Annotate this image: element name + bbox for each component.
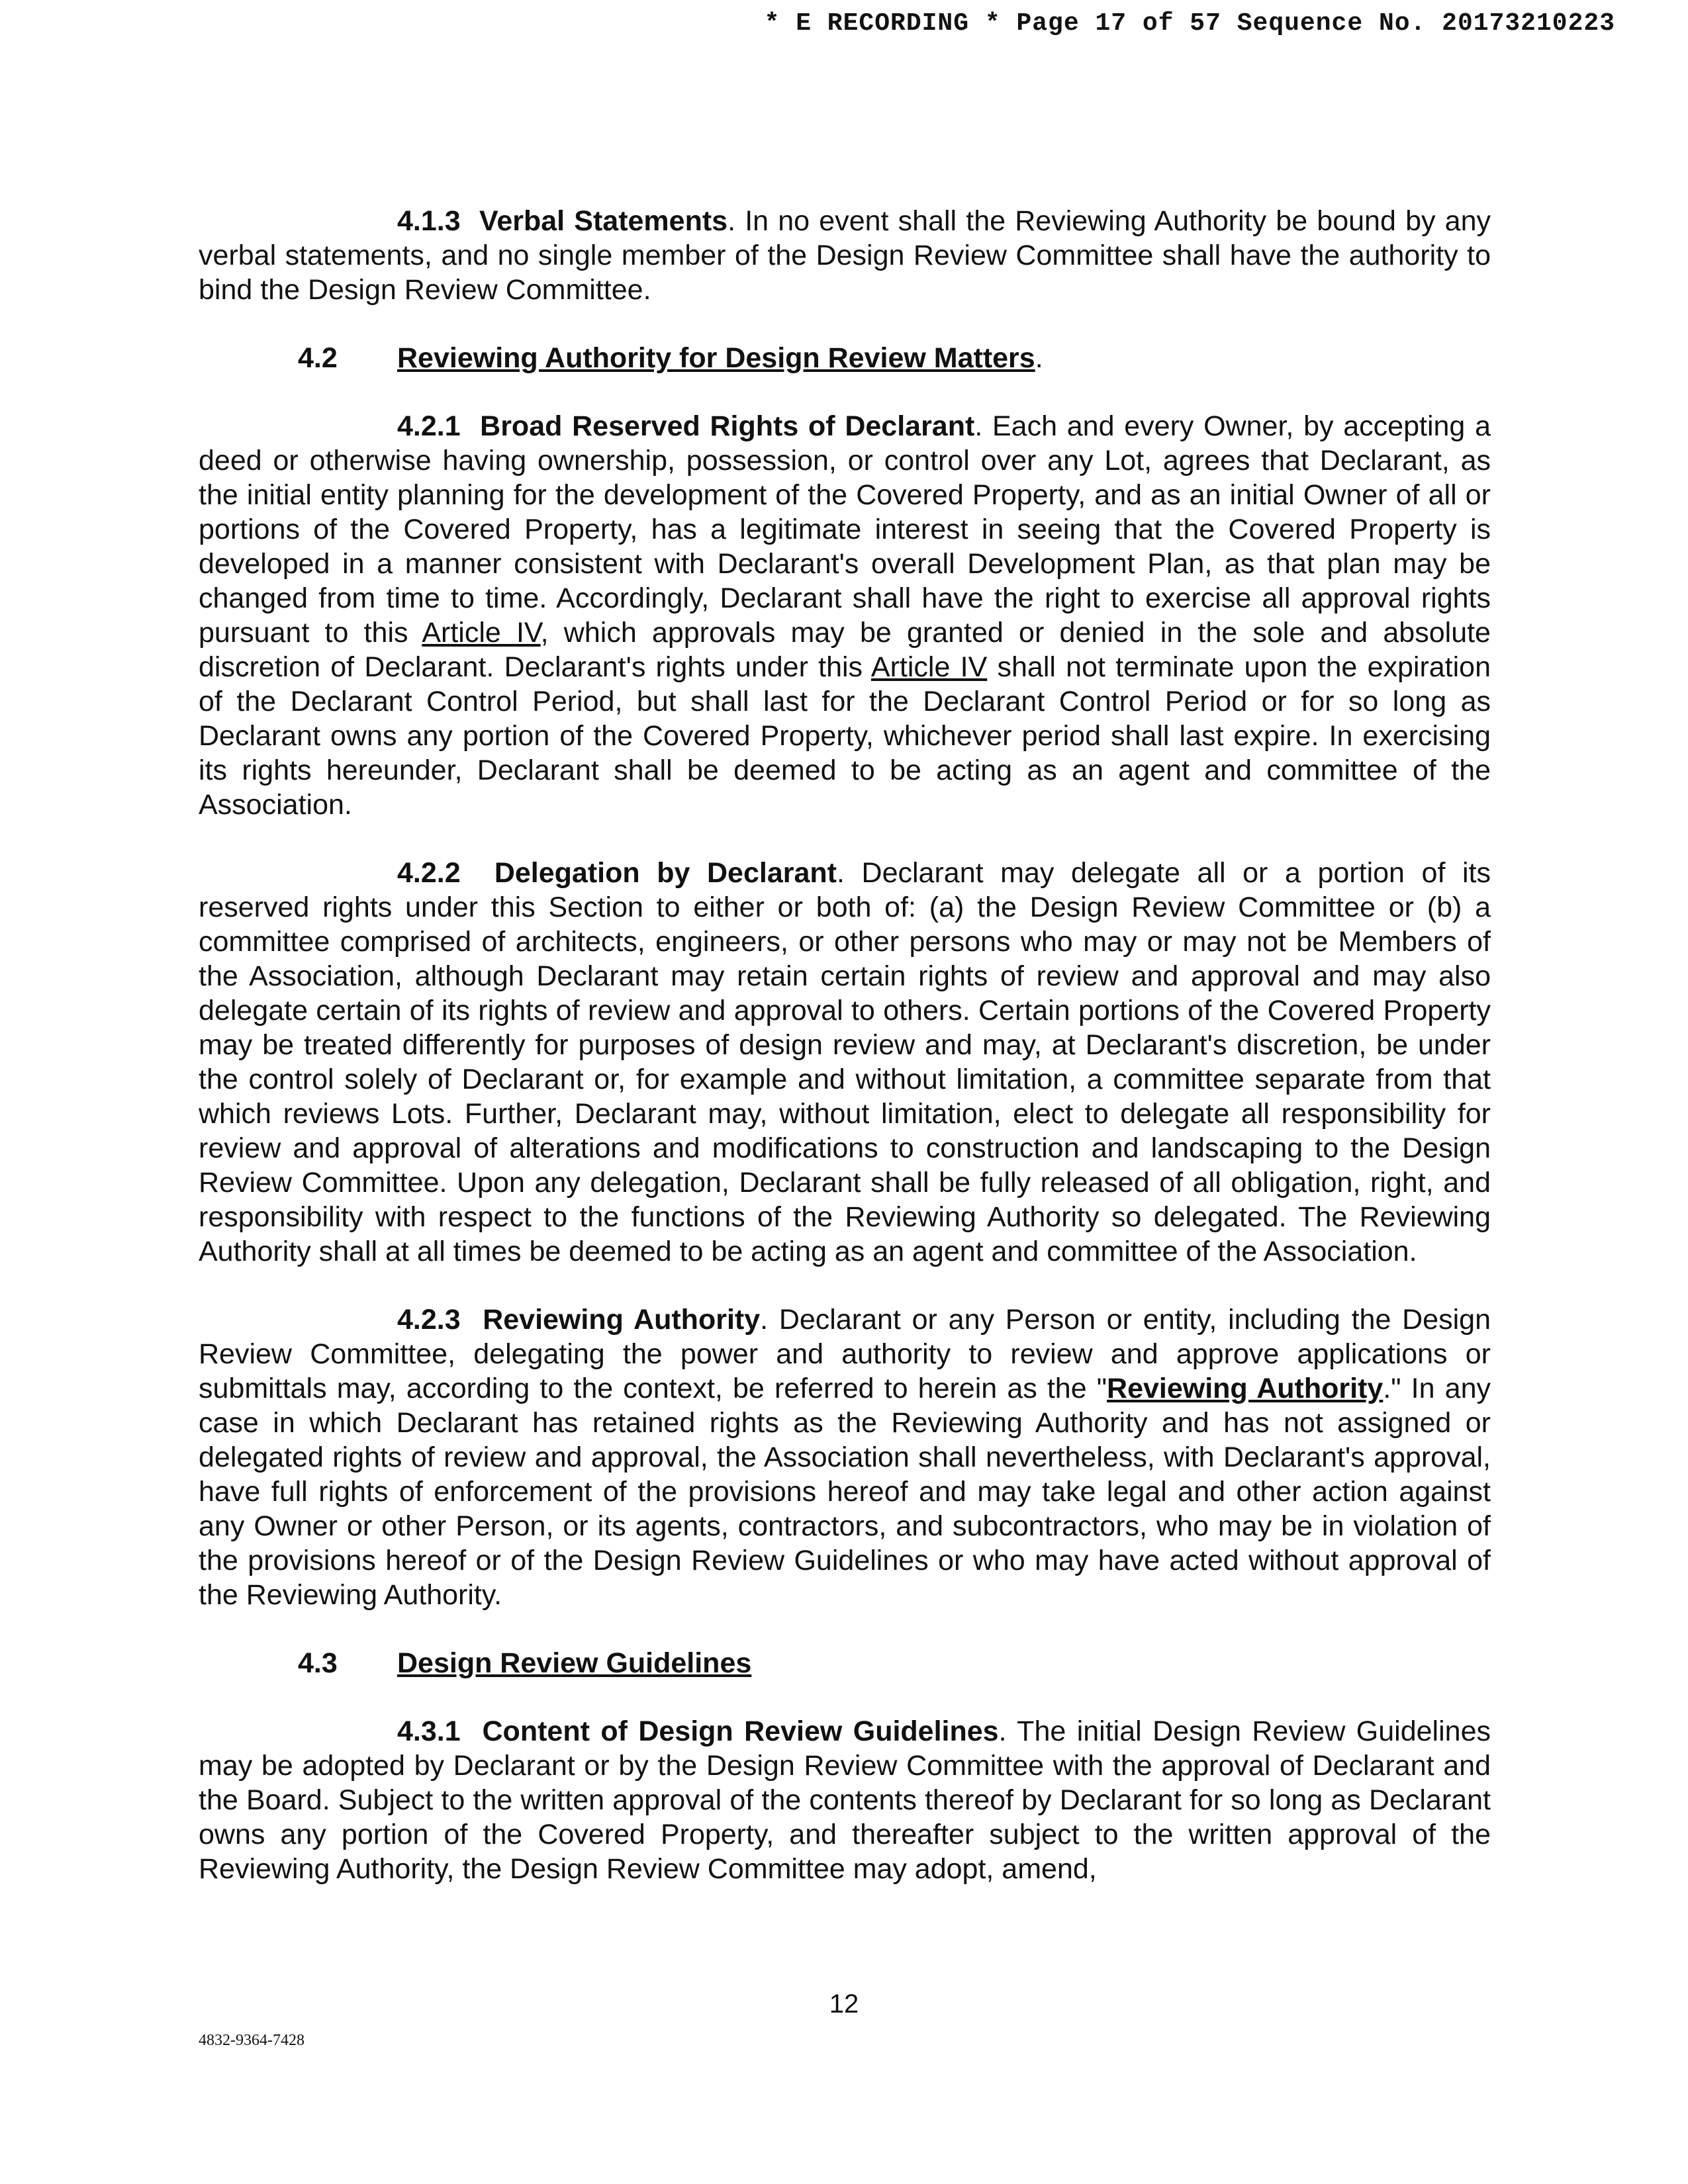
section-number: 4.2.2 [397,857,461,889]
section-4-3-1 [199,1714,1491,1886]
section-number: 4.2 [298,342,338,374]
page-number: 12 [829,1989,859,2019]
defined-term: Reviewing Authority [1107,1373,1383,1404]
section-4-2-2 [199,856,1491,1269]
section-text: . Declarant or any Person or entity, including the Design Review Committee, delegating the power and authority to review and approve applications or submittals may, according to the context, be referred to herein as the " [199,1304,1491,1404]
section-number: 4.3.1 [397,1715,461,1747]
section-text: . Declarant may delegate all or a portion of its reserved rights under this Section to either or both of: (a) the Design Review Committee or (b) a committee comprised of architects, engineers, or other persons who may or may not be Members of the Association, although Declarant may retain certain rights of review and approval and may also delegate certain of its rights of review and approval to others. Certain portions of the Covered Property may be treated differently for purposes of design review and may, at Declarant's discretion, be under the control solely of Declarant or, for example and without limitation, a committee separate from that which reviews Lots. Further, Declarant may, without limitation, elect to delegate all responsibility for review and approval of alterations and modifications to construction and landscaping to the Design Review Committee. Upon any delegation, Declarant shall be fully released of all obligation, right, and responsibility with respect to the functions of the Reviewing Authority so delegated. The Reviewing Authority shall at all times be deemed to be acting as an agent and committee of the Association. [199,857,1491,1267]
section-number: 4.2.1 [397,410,461,442]
section-text: . The initial Design Review Guidelines may be adopted by Declarant or by the Design Review Committee with the approval of Declarant and the Board. Subject to the written approval of the contents thereof by Declarant for so long as Declarant owns any portion of the Covered Property, and thereafter subject to the written approval of the Reviewing Authority, the Design Review Committee may adopt, amend, [199,1715,1491,1885]
article-reference: Article IV [422,617,541,649]
section-title: Reviewing Authority for Design Review Matters [397,342,1035,374]
section-title: Verbal Statements [479,205,728,237]
section-4-2-1 [199,409,1491,822]
section-number: 4.1.3 [397,205,461,237]
section-text: ." In any case in which Declarant has retained rights as the Reviewing Authority and has not assigned or delegated rights of review and approval, the Association shall nevertheless, with Declarant's approval, have full rights of enforcement of the provisions hereof and may take legal and other action against any Owner or other Person, or its agents, contractors, and subcontractors, who may be in violation of the provisions hereof or of the Design Review Guidelines or who may have acted without approval of the Reviewing Authority. [199,1373,1491,1611]
recording-header: * E RECORDING * Page 17 of 57 Sequence No. 20173210223 [764,9,1615,38]
section-title: Design Review Guidelines [397,1647,752,1679]
section-text: . In no event shall the Reviewing Authority be bound by any verbal statements, and no single member of the Design Review Committee shall have the authority to bind the Design Review Committee. [199,205,1491,306]
document-body [199,204,1491,1920]
section-number: 4.2.3 [397,1304,461,1336]
section-title: Broad Reserved Rights of Declarant [480,410,975,442]
section-title: Content of Design Review Guidelines [482,1715,999,1747]
section-4-3-heading [199,1646,1491,1680]
section-text: shall not terminate upon the expiration of the Declarant Control Period, but shall last for the Declarant Control Period or for so long as Declarant owns any portion of the Covered Property, whichever period shall last expire. In exercising its rights hereunder, Declarant shall be deemed to be acting as an agent and committee of the Association. [199,651,1491,821]
section-4-2-heading [199,341,1491,375]
section-number: 4.3 [298,1647,338,1679]
section-4-2-3 [199,1302,1491,1612]
section-suffix: . [1035,342,1043,374]
section-text: , which approvals may be granted or denied in the sole and absolute discretion of Declarant. Declarant's rights under this [199,617,1491,683]
section-text: . Each and every Owner, by accepting a deed or otherwise having ownership, possession, or control over any Lot, agrees that Declarant, as the initial entity planning for the development of the Covered Property, and as an initial Owner of all or portions of the Covered Property, has a legitimate interest in seeing that the Covered Property is developed in a manner consistent with Declarant's overall Development Plan, as that plan may be changed from time to time. Accordingly, Declarant shall have the right to exercise all approval rights pursuant to this [199,410,1491,649]
section-title: Reviewing Authority [483,1304,761,1336]
article-reference: Article IV [870,651,988,683]
document-id: 4832-9364-7428 [199,2032,305,2049]
section-title: Delegation by Declarant [494,857,837,889]
section-4-1-3 [199,204,1491,307]
